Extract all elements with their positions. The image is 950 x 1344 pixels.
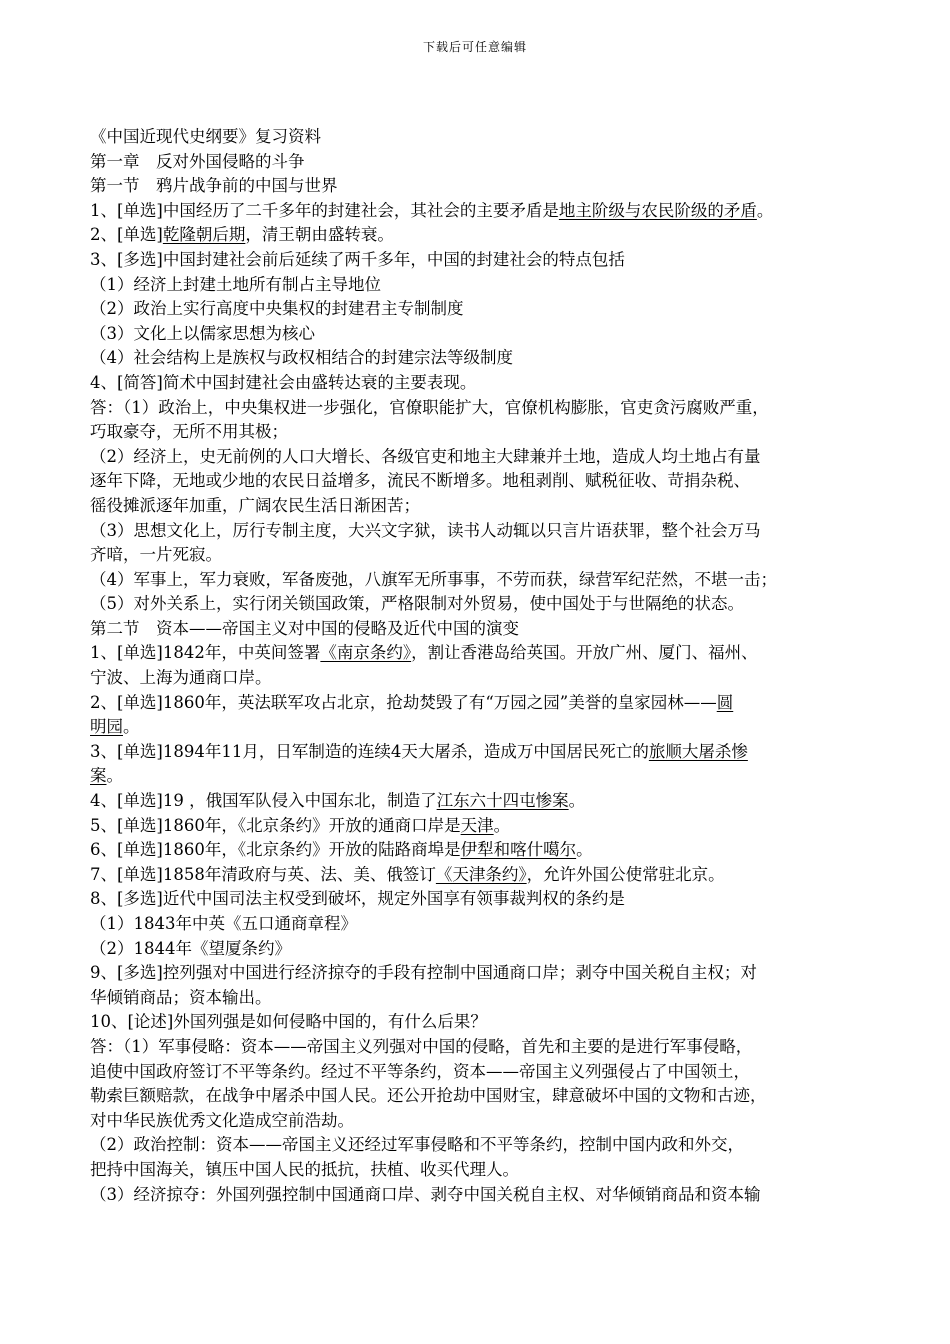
text-line xyxy=(90,445,880,470)
underlined-answer: 明园 xyxy=(90,717,123,737)
text-line xyxy=(90,469,880,494)
text-line xyxy=(90,838,880,863)
text-segment: 《中国近现代史纲要》复习资料 xyxy=(90,127,321,146)
text-segment: 对中华民族优秀文化造成空前浩劫。 xyxy=(90,1110,354,1130)
text-segment: （2）政治上实行高度中央集权的封建君主专制制度 xyxy=(90,299,464,319)
underlined-answer: 地主阶级与农民阶级的矛盾 xyxy=(558,200,757,220)
text-line xyxy=(90,174,880,199)
text-segment: 1、[单选]1842年，中英间签署 xyxy=(90,643,321,663)
text-line xyxy=(90,248,880,273)
text-line xyxy=(90,199,880,224)
text-segment: 追使中国政府签订不平等条约。经过不平等条约，资本——帝国主义列强侵占了中国领土， xyxy=(90,1061,750,1081)
text-line xyxy=(90,937,880,962)
text-segment: （2）政治控制：资本——帝国主义还经过军事侵略和不平等条约，控制中国内政和外交， xyxy=(90,1135,744,1155)
text-segment: （5）对外关系上，实行闭关锁国政策，严格限制对外贸易，使中国处于与世隔绝的状态。 xyxy=(90,594,744,614)
text-segment: 2、[单选]1860年，英法联军攻占北京，抢劫焚毁了有“万园之园”美誉的皇家园林—— xyxy=(90,692,717,712)
text-line xyxy=(90,961,880,986)
text-segment: 8、[多选]近代中国司法主权受到破坏，规定外国享有领事裁判权的条约是 xyxy=(90,889,625,909)
text-line xyxy=(90,346,880,371)
text-line xyxy=(90,592,880,617)
underlined-answer: 伊犁和喀什噶尔 xyxy=(460,840,577,860)
text-segment: ，割让香港岛给英国。开放广州、厦门、福州、 xyxy=(411,643,758,663)
underlined-answer: 圆 xyxy=(716,692,734,712)
text-segment: 答：（1）政治上，中央集权进一步强化，官僚职能扩大，官僚机构膨胀，官吏贪污腐败严重， xyxy=(90,397,769,417)
text-segment: 第一节 鸦片战争前的中国与世界 xyxy=(90,176,338,196)
text-segment: （1）经济上封建土地所有制占主导地位 xyxy=(90,274,381,294)
underlined-answer: 案 xyxy=(90,766,107,786)
text-segment: （3）经济掠夺：外国列强控制中国通商口岸、剥夺中国关税自主权、对华倾销商品和资本输 xyxy=(90,1184,761,1204)
text-segment: 第一章 反对外国侵略的斗争 xyxy=(90,151,305,171)
text-segment: （2）1844年《望厦条约》 xyxy=(90,938,291,958)
text-segment: 第二节 资本——帝国主义对中国的侵略及近代中国的演变 xyxy=(90,618,519,638)
text-segment: 。 xyxy=(756,200,774,220)
text-segment: 巧取豪夺，无所不用其极； xyxy=(90,422,288,442)
text-line xyxy=(90,396,880,421)
document-body xyxy=(90,125,880,1207)
text-line xyxy=(90,1109,880,1134)
text-line xyxy=(90,764,880,789)
text-line xyxy=(90,568,880,593)
underlined-answer: 乾隆朝后期 xyxy=(162,225,246,245)
text-line xyxy=(90,740,880,765)
text-line xyxy=(90,691,880,716)
text-line xyxy=(90,617,880,642)
text-line xyxy=(90,1158,880,1183)
text-line xyxy=(90,641,880,666)
text-segment: （2）经济上，史无前例的人口大增长、各级官吏和地主大肆兼并土地，造成人均土地占有量 xyxy=(90,446,761,466)
text-line xyxy=(90,420,880,445)
text-line xyxy=(90,519,880,544)
text-segment: ，清王朝由盛转衰。 xyxy=(245,225,394,245)
text-segment: 勒索巨额赔款，在战争中屠杀中国人民。还公开抢劫中国财宝，肆意破坏中国的文物和古迹， xyxy=(90,1086,767,1106)
underlined-answer: 天津 xyxy=(460,815,494,835)
text-line xyxy=(90,1010,880,1035)
text-segment: 5、[单选]1860年，《北京条约》开放的通商口岸是 xyxy=(90,815,461,835)
text-segment: 3、[单选]1894年11月，日军制造的连续4天大屠杀，造成万中国居民死亡的 xyxy=(90,741,649,761)
text-line xyxy=(90,273,880,298)
text-segment: 宁波、上海为通商口岸。 xyxy=(90,668,272,688)
text-segment: 4、[单选]19 ，俄国军队侵入中国东北，制造了 xyxy=(90,791,437,811)
text-segment: 6、[单选]1860年，《北京条约》开放的陆路商埠是 xyxy=(90,840,461,860)
text-segment: 逐年下降，无地或少地的农民日益增多，流民不断增多。地租剥削、赋税征收、苛捐杂税、 xyxy=(90,471,750,491)
text-line xyxy=(90,297,880,322)
text-line xyxy=(90,1060,880,1085)
text-line xyxy=(90,494,880,519)
text-segment: 7、[单选]1858年清政府与英、法、美、俄签订 xyxy=(90,864,436,884)
text-segment: 。 xyxy=(106,766,123,786)
text-segment: 齐喑，一片死寂。 xyxy=(90,545,222,565)
text-segment: 华倾销商品；资本输出。 xyxy=(90,987,272,1007)
text-line xyxy=(90,1035,880,1060)
text-line xyxy=(90,912,880,937)
text-line xyxy=(90,125,880,150)
text-line xyxy=(90,543,880,568)
text-line xyxy=(90,371,880,396)
text-segment: 9、[多选]控列强对中国进行经济掠夺的手段有控制中国通商口岸；剥夺中国关税自主权；对 xyxy=(90,963,757,983)
text-line xyxy=(90,814,880,839)
text-segment: 徭役摊派逐年加重，广阔农民生活日渐困苦； xyxy=(90,495,420,515)
text-line xyxy=(90,666,880,691)
text-line xyxy=(90,1183,880,1208)
underlined-answer: 《南京条约》 xyxy=(320,643,412,663)
text-segment: （3）文化上以儒家思想为核心 xyxy=(90,323,315,343)
text-segment: 把持中国海关，镇压中国人民的抵抗，扶植、收买代理人。 xyxy=(90,1159,519,1179)
text-line xyxy=(90,863,880,888)
text-line xyxy=(90,150,880,175)
text-segment: 1、[单选]中国经历了二千多年的封建社会，其社会的主要矛盾是 xyxy=(90,200,559,220)
text-segment: （4）社会结构上是族权与政权相结合的封建宗法等级制度 xyxy=(90,348,513,368)
text-segment: （4）军事上，军力衰败，军备废弛，八旗军无所事事，不劳而获，绿营军纪茫然，不堪一击； xyxy=(90,569,777,589)
text-segment: 。 xyxy=(568,791,586,811)
text-segment: 2、[单选] xyxy=(90,225,163,245)
text-line xyxy=(90,789,880,814)
text-segment: 答：（1）军事侵略：资本——帝国主义列强对中国的侵略，首先和主要的是进行军事侵略， xyxy=(90,1036,753,1056)
text-segment: 4、[简答]简术中国封建社会由盛转达衰的主要表现。 xyxy=(90,372,477,392)
underlined-answer: 江东六十四屯惨案 xyxy=(436,791,569,811)
text-segment: 3、[多选]中国封建社会前后延续了两千多年，中国的封建社会的特点包括 xyxy=(90,249,625,269)
text-line xyxy=(90,223,880,248)
text-line xyxy=(90,986,880,1011)
text-segment: 。 xyxy=(493,815,511,835)
underlined-answer: 《天津条约》 xyxy=(435,864,527,884)
text-segment: （3）思想文化上，厉行专制主度，大兴文字狱，读书人动辄以只言片语获罪，整个社会万马 xyxy=(90,520,761,540)
text-line xyxy=(90,1133,880,1158)
text-segment: 。 xyxy=(123,717,140,737)
text-segment: （1）1843年中英《五口通商章程》 xyxy=(90,914,357,933)
underlined-answer: 旅顺大屠杀惨 xyxy=(648,741,748,761)
text-segment: 10、[论述]外国列强是如何侵略中国的，有什么后果？ xyxy=(90,1012,487,1032)
text-segment: ，允许外国公使常驻北京。 xyxy=(526,864,725,884)
text-line xyxy=(90,715,880,740)
text-segment: 。 xyxy=(576,840,593,860)
text-line xyxy=(90,322,880,347)
text-line xyxy=(90,887,880,912)
page-header: 下载后可任意编辑 xyxy=(422,40,527,54)
text-line xyxy=(90,1084,880,1109)
